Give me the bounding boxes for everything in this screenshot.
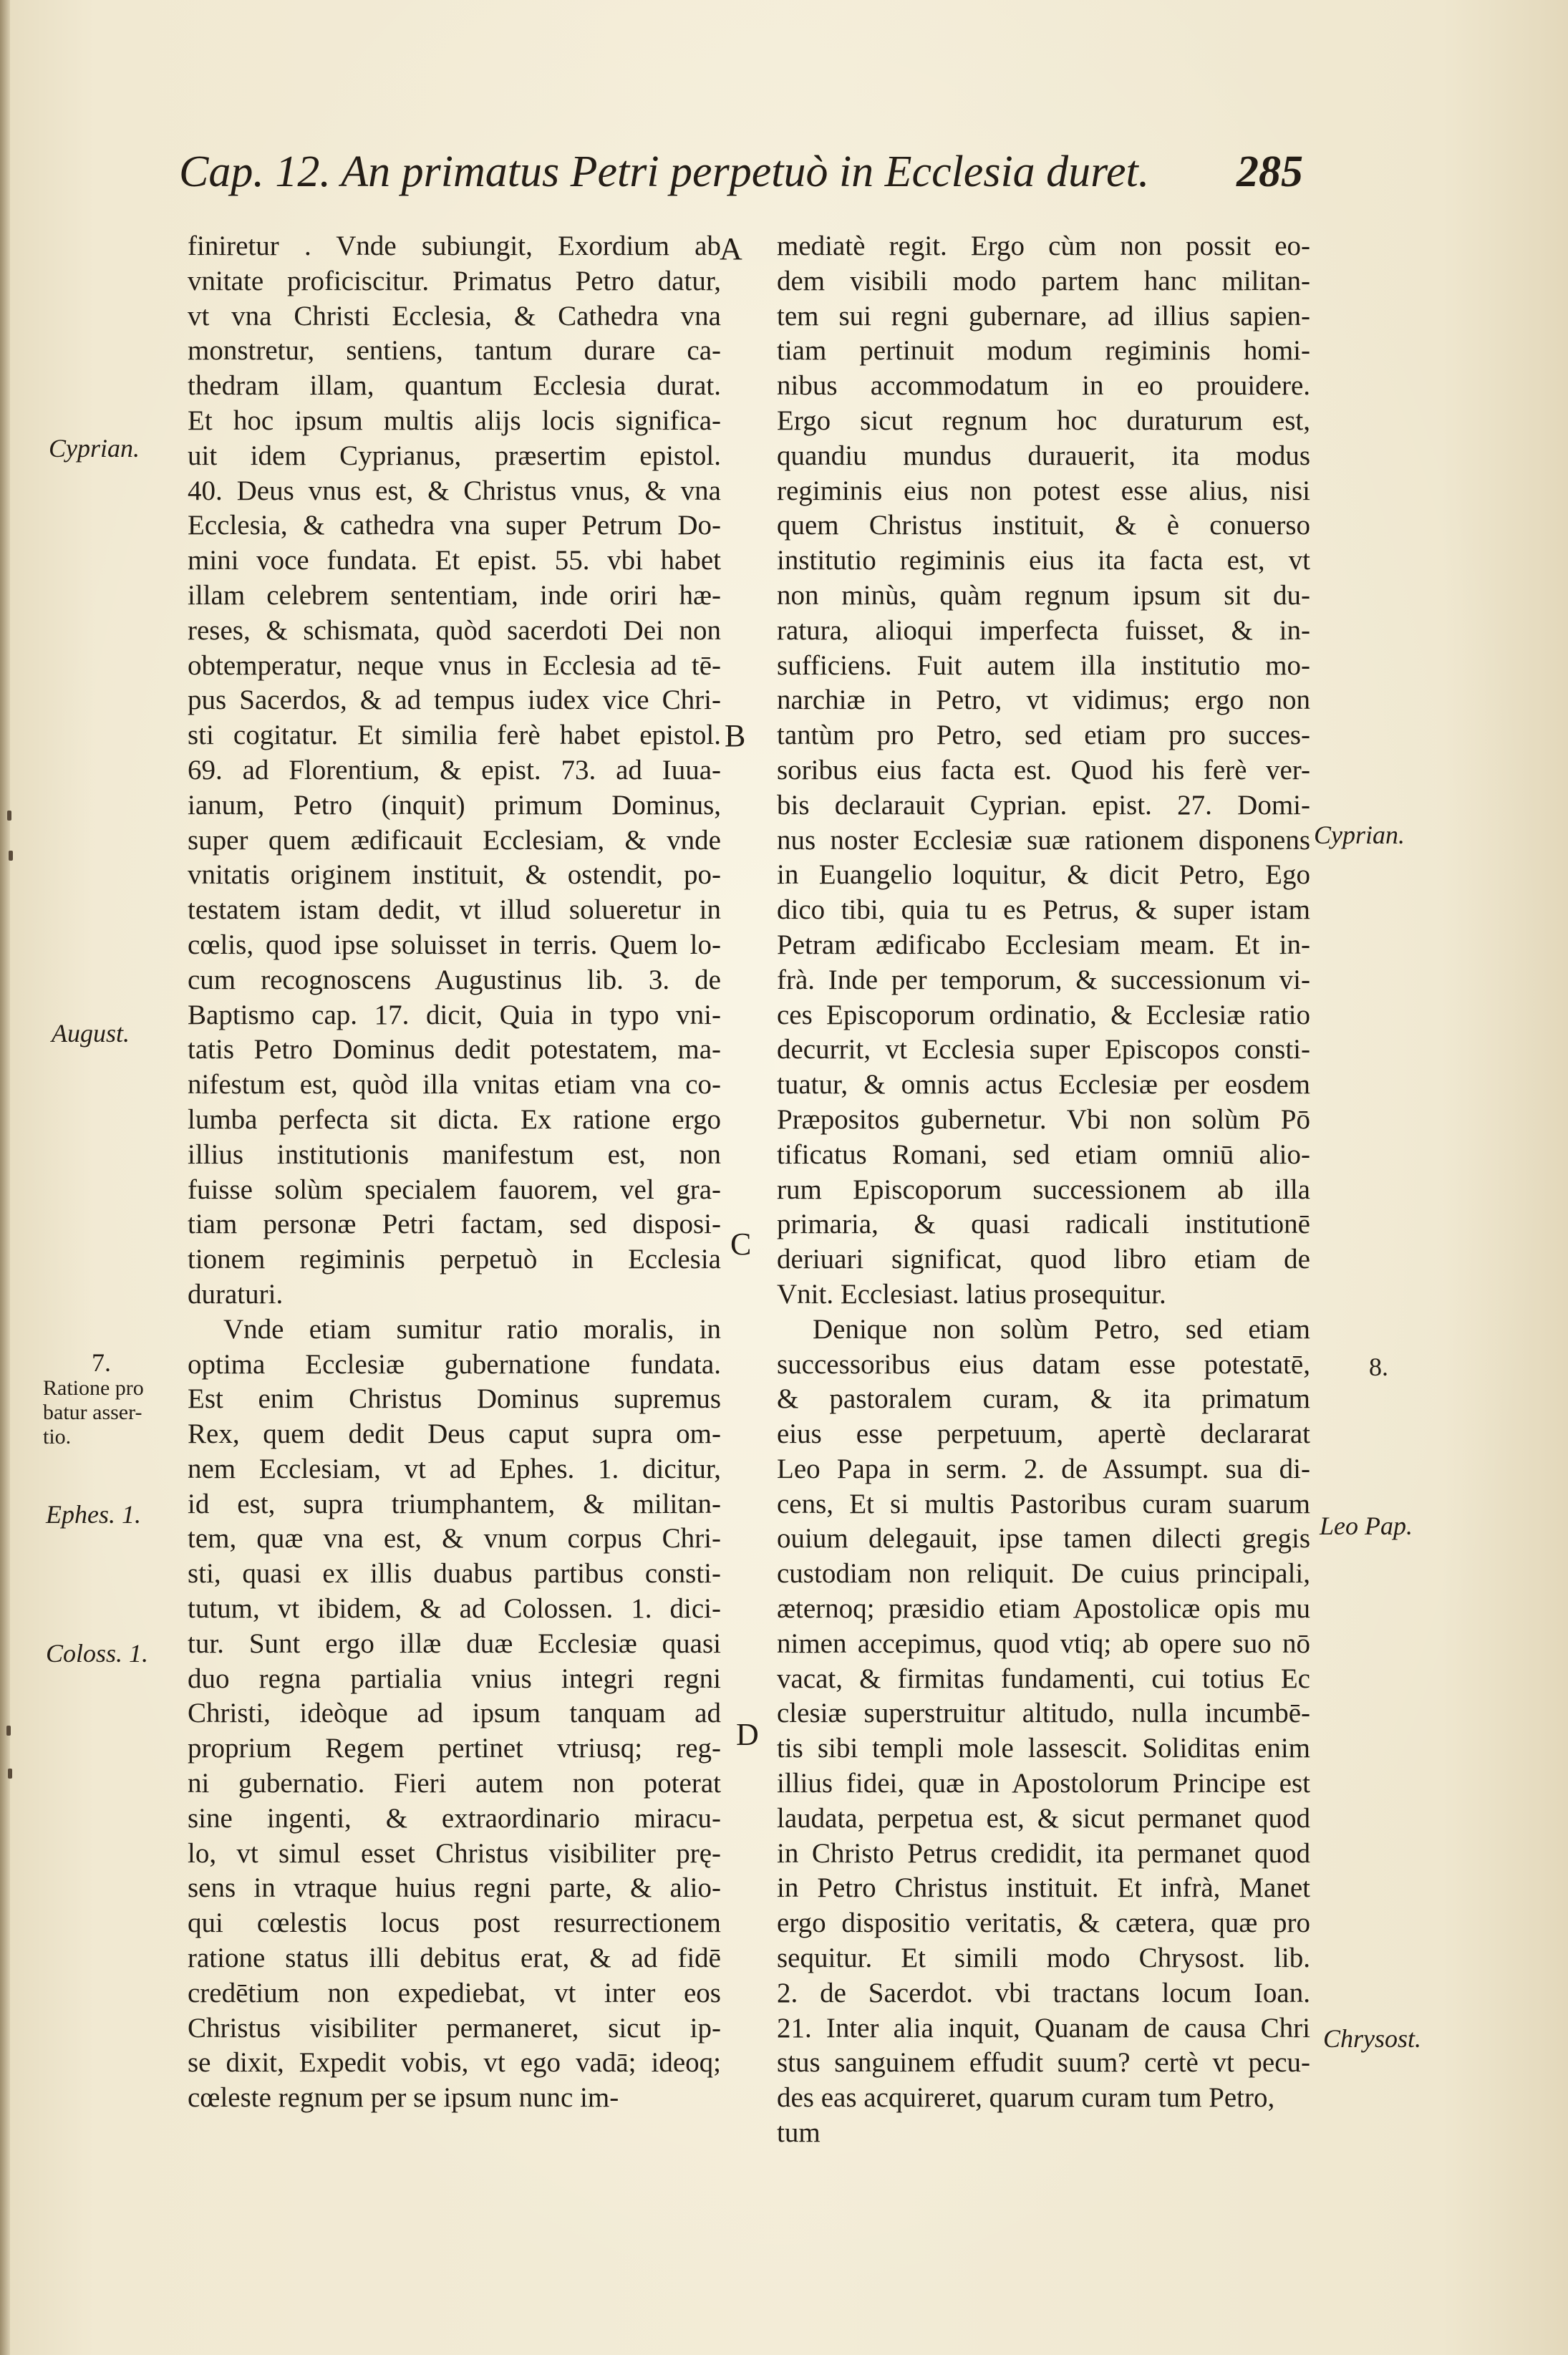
text-line: nibus accommodatum in eo prouidere. (777, 370, 1310, 402)
text-line: Rex, quem dedit Deus caput supra om- (188, 1418, 721, 1450)
text-line: ianum, Petro (inquit) primum Dominus, (188, 789, 721, 821)
text-line: tem, quæ vna est, & vnum corpus Chri- (188, 1523, 721, 1554)
text-line: Est enim Christus Dominus supremus (188, 1383, 721, 1415)
text-line: ratione status illi debitus erat, & ad fidē (188, 1943, 721, 1974)
text-line: finiretur . Vnde subiungit, Exordium ab (188, 231, 721, 261)
margin-note-coloss: Coloss. 1. (46, 1639, 149, 1668)
text-line: sti cogitatur. Et similia ferè habet epistol. (188, 720, 721, 751)
margin-note-leo-pap: Leo Pap. (1320, 1512, 1413, 1540)
text-line: proprium Regem pertinet vtriusq; reg- (188, 1733, 721, 1764)
text-line: id est, supra triumphantem, & militan- (188, 1488, 721, 1519)
text-line: & pastoralem curam, & ita primatum (777, 1383, 1310, 1415)
text-line: pus Sacerdos, & ad tempus iudex vice Chri- (188, 685, 721, 716)
text-line: duraturi. (188, 1278, 284, 1310)
section-letter-d: D (736, 1717, 759, 1752)
text-line: vacat, & firmitas fundamenti, cui totius Ec (777, 1663, 1310, 1694)
margin-note-number-7: 7. (92, 1348, 111, 1377)
text-line: illius institutionis manifestum est, non (188, 1138, 721, 1170)
text-line: cum recognoscens Augustinus lib. 3. de (188, 964, 721, 995)
text-line: sequitur. Et simili modo Chrysost. lib. (777, 1943, 1310, 1974)
running-header (179, 147, 1303, 204)
text-line: tatis Petro Dominus dedit potestatem, ma- (188, 1034, 721, 1065)
text-line: tem sui regni gubernare, ad illius sapien- (777, 300, 1310, 332)
text-line: obtemperatur, neque vnus in Ecclesia ad tē- (188, 649, 721, 681)
ink-speck (8, 1769, 12, 1779)
text-line: mediatè regit. Ergo cùm non possit eo- (777, 231, 1310, 261)
text-line: Petram ædificabo Ecclesiam meam. Et in- (777, 929, 1310, 960)
margin-note-cyprian: Cyprian. (49, 434, 140, 463)
text-line: mini voce fundata. Et epist. 55. vbi habet (188, 545, 721, 576)
margin-note-august: August. (52, 1019, 130, 1048)
text-line: Vnit. Ecclesiast. latius prosequitur. (777, 1278, 1166, 1310)
text-line: Christus visibiliter permaneret, sicut ip- (188, 2012, 721, 2044)
text-line: tificatus Romani, sed etiam omniū alio- (777, 1138, 1310, 1170)
text-line: credētium non expediebat, vt inter eos (188, 1977, 721, 2008)
text-line: bis declarauit Cyprian. epist. 27. Domi- (777, 789, 1310, 821)
text-line: institutio regiminis eius ita facta est, vt (777, 545, 1310, 576)
text-line: thedram illam, quantum Ecclesia durat. (188, 370, 721, 402)
text-line: Baptismo cap. 17. dicit, Quia in typo vni- (188, 999, 721, 1030)
margin-note-ratio-line3: tio. (43, 1425, 72, 1449)
text-line: duo regna partialia vnius integri regni (188, 1663, 721, 1694)
margin-note-cyprian-right: Cyprian. (1314, 821, 1405, 849)
text-line: lo, vt simul esset Christus visibiliter prę- (188, 1837, 721, 1869)
section-letter-c: C (730, 1227, 752, 1262)
text-line: ouium delegauit, ipse tamen dilecti gregis (777, 1523, 1310, 1554)
text-line: stus sanguinem effudit suum? certè vt pecu- (777, 2047, 1310, 2079)
text-line: ergo dispositio veritatis, & cætera, quæ pro (777, 1907, 1310, 1939)
margin-note-ratio-line2: batur asser- (43, 1401, 142, 1424)
text-line: in Christo Petrus credidit, ita permanet quod (777, 1837, 1310, 1869)
text-line: nifestum est, quòd illa vnitas etiam vna co- (188, 1069, 721, 1101)
text-line: deriuari significat, quod libro etiam de (777, 1244, 1310, 1275)
text-line: non minùs, quàm regnum ipsum sit du- (777, 579, 1310, 611)
text-line: tiam personæ Petri factam, sed disposi- (188, 1209, 721, 1240)
text-line: nus noster Ecclesiæ suæ rationem disponens (777, 824, 1310, 856)
text-line: ces Episcoporum ordinatio, & Ecclesiæ ratio (777, 999, 1310, 1030)
text-line: rum Episcoporum successionem ab illa (777, 1174, 1310, 1205)
text-line: frà. Inde per temporum, & successionum vi- (777, 964, 1310, 995)
margin-note-chrysost: Chrysost. (1323, 2024, 1422, 2053)
page-number: 285 (1237, 148, 1303, 196)
text-line: se dixit, Expedit vobis, vt ego vadā; ideoq; (188, 2047, 721, 2079)
text-line: nem Ecclesiam, vt ad Ephes. 1. dicitur, (188, 1453, 721, 1484)
text-line: lumba perfecta sit dicta. Ex ratione ergo (188, 1103, 721, 1135)
text-line: Leo Papa in serm. 2. de Assumpt. sua di- (777, 1453, 1310, 1484)
text-line: Præpositos gubernetur. Vbi non solùm Pō (777, 1103, 1310, 1135)
text-line: testatem istam dedit, vt illud solueretur in (188, 894, 721, 926)
text-line: tis sibi templi mole lassescit. Soliditas enim (777, 1733, 1310, 1764)
text-line: illius fidei, quæ in Apostolorum Principe est (777, 1768, 1310, 1799)
text-line: Christi, ideòque ad ipsum tanquam ad (188, 1698, 721, 1729)
text-line: quem Christus instituit, & è conuerso (777, 510, 1310, 541)
text-line: vnitatis originem instituit, & ostendit, po- (188, 859, 721, 891)
ink-speck (9, 851, 13, 861)
left-text-column (188, 229, 721, 2116)
text-line: cens, Et si multis Pastoribus curam suarum (777, 1488, 1310, 1519)
text-line: regiminis eius non potest esse alius, nisi (777, 475, 1310, 506)
text-line: fuisse solùm specialem fauorem, vel gra- (188, 1174, 721, 1205)
text-line: dico tibi, quia tu es Petrus, & super istam (777, 894, 1310, 926)
text-line: tuatur, & omnis actus Ecclesiæ per eosdem (777, 1069, 1310, 1101)
text-line: sine ingenti, & extraordinario miracu- (188, 1802, 721, 1834)
text-line: clesiæ superstruitur altitudo, nulla incumbē- (777, 1698, 1310, 1729)
text-line: illam celebrem sententiam, inde oriri hæ- (188, 579, 721, 611)
text-line: vnitate proficiscitur. Primatus Petro datur, (188, 265, 721, 296)
text-line: tiam pertinuit modum regiminis homi- (777, 335, 1310, 367)
text-line: tum (777, 2117, 821, 2149)
text-line: eius esse perpetuum, apertè declararat (777, 1418, 1310, 1450)
text-line: ni gubernatio. Fieri autem non poterat (188, 1768, 721, 1799)
margin-note-ephes: Ephes. 1. (46, 1500, 141, 1529)
text-line: 2. de Sacerdot. vbi tractans locum Ioan. (777, 1977, 1310, 2008)
text-line: æternoq; præsidio etiam Apostolicæ opis mu (777, 1593, 1310, 1625)
text-line: primaria, & quasi radicali institutionē (777, 1209, 1310, 1240)
text-line: 69. ad Florentium, & epist. 73. ad Iuua- (188, 754, 721, 785)
text-line: in Petro Christus instituit. Et infrà, Manet (777, 1872, 1310, 1904)
text-line: 21. Inter alia inquit, Quanam de causa Chri (777, 2012, 1310, 2044)
text-line: cœleste regnum per se ipsum nunc im- (188, 2082, 619, 2114)
ink-speck (6, 1726, 11, 1736)
text-line: sti, quasi ex illis duabus partibus consti- (188, 1558, 721, 1590)
text-line: quandiu mundus durauerit, ita modus (777, 440, 1310, 471)
text-line: Ecclesia, & cathedra vna super Petrum Do- (188, 510, 721, 541)
text-line: monstretur, sentiens, tantum durare ca- (188, 335, 721, 367)
text-line: tionem regiminis perpetuò in Ecclesia (188, 1244, 721, 1275)
text-line: custodiam non reliquit. De cuius principali, (777, 1558, 1310, 1590)
text-line: 40. Deus vnus est, & Christus vnus, & vna (188, 475, 721, 506)
section-letter-a: A (720, 231, 742, 266)
margin-note-number-8: 8. (1369, 1353, 1388, 1381)
text-line: Denique non solùm Petro, sed etiam (813, 1313, 1310, 1345)
text-line: sens in vtraque huius regni parte, & alio- (188, 1872, 721, 1904)
text-line: Et hoc ipsum multis alijs locis significa- (188, 405, 721, 436)
right-text-column (777, 229, 1310, 2151)
text-line: ratura, alioqui imperfecta fuisset, & in- (777, 614, 1310, 646)
text-line: vt vna Christi Ecclesia, & Cathedra vna (188, 300, 721, 332)
text-line: cœlis, quod ipse soluisset in terris. Quem lo- (188, 929, 721, 960)
page-edge-shadow (0, 0, 10, 2355)
text-line: tur. Sunt ergo illæ duæ Ecclesiæ quasi (188, 1628, 721, 1659)
text-line: des eas acquireret, quarum curam tum Petro, (777, 2082, 1275, 2114)
text-line: successoribus eius datam esse potestatē, (777, 1348, 1310, 1380)
text-line: nimen accepimus, quod vtiq; ab opere suo nō (777, 1628, 1310, 1659)
text-line: Vnde etiam sumitur ratio moralis, in (223, 1313, 721, 1345)
text-line: reses, & schismata, quòd sacerdoti Dei non (188, 614, 721, 646)
text-line: sufficiens. Fuit autem illa institutio mo- (777, 649, 1310, 681)
text-line: super quem ædificauit Ecclesiam, & vnde (188, 824, 721, 856)
text-line: decurrit, vt Ecclesia super Episcopos consti- (777, 1034, 1310, 1065)
text-line: dem visibili modo partem hanc militan- (777, 265, 1310, 296)
text-line: tantùm pro Petro, sed etiam pro succes- (777, 720, 1310, 751)
margin-note-ratio-line1: Ratione pro (43, 1376, 144, 1400)
header-title: Cap. 12. An primatus Petri perpetuò in Ecclesia duret. (179, 148, 1150, 196)
text-line: Ergo sicut regnum hoc duraturum est, (777, 405, 1310, 436)
text-line: tutum, vt ibidem, & ad Colossen. 1. dici- (188, 1593, 721, 1625)
text-line: uit idem Cyprianus, præsertim epistol. (188, 440, 721, 471)
text-line: in Euangelio loquitur, & dicit Petro, Ego (777, 859, 1310, 891)
ink-speck (7, 811, 11, 821)
text-line: optima Ecclesiæ gubernatione fundata. (188, 1348, 721, 1380)
text-line: narchiæ in Petro, vt vidimus; ergo non (777, 685, 1310, 716)
text-line: laudata, perpetua est, & sicut permanet quod (777, 1802, 1310, 1834)
section-letter-b: B (725, 718, 746, 753)
text-line: soribus eius facta est. Quod his ferè ver- (777, 754, 1310, 785)
text-line: qui cœlestis locus post resurrectionem (188, 1907, 721, 1939)
